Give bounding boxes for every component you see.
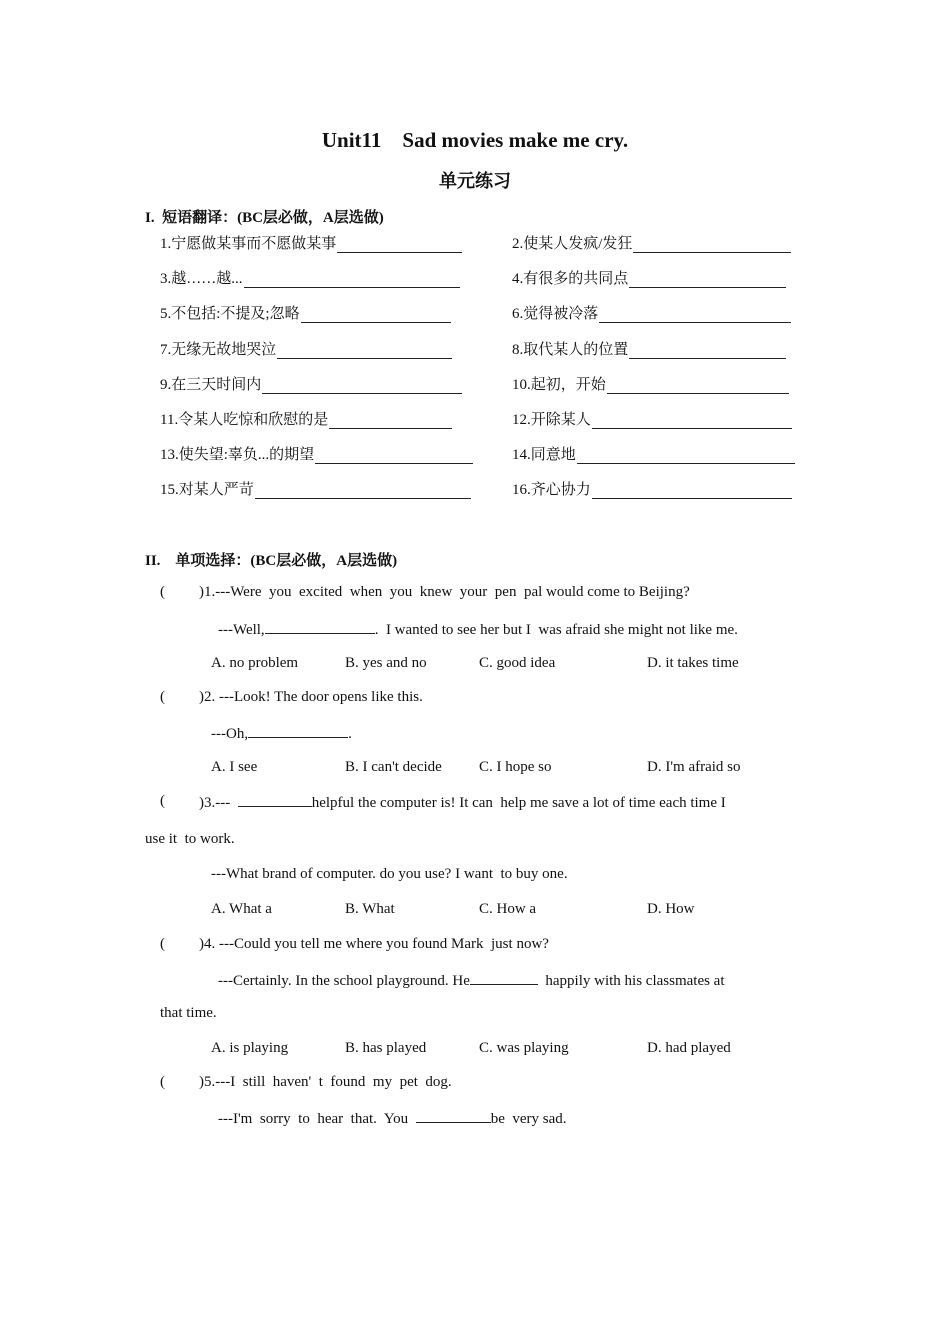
option-d: D. it takes time bbox=[647, 655, 739, 671]
question-5-text: )5.---I still haven' t found my pet dog. bbox=[199, 1074, 452, 1090]
phrase-text: 14.同意地 bbox=[512, 447, 576, 463]
phrase-text: 8.取代某人的位置 bbox=[512, 342, 629, 358]
phrase-text: 5.不包括:不提及;忽略 bbox=[160, 306, 300, 322]
question-text: )3.--- bbox=[199, 795, 238, 811]
question-3-text bbox=[199, 793, 726, 812]
phrase-text: 10.起初，开始 bbox=[512, 377, 606, 393]
option-c: C. good idea bbox=[479, 655, 556, 671]
option-b: B. I can't decide bbox=[345, 759, 442, 775]
phrase-text: 1.宁愿做某事而不愿做某事 bbox=[160, 236, 337, 252]
answer-paren: ( bbox=[160, 793, 165, 809]
phrase-text: 7.无缘无故地哭泣 bbox=[160, 342, 277, 358]
option-a: A. What a bbox=[211, 901, 272, 917]
phrase-item bbox=[512, 408, 792, 429]
answer-paren: ( bbox=[160, 584, 165, 600]
answer-line bbox=[607, 379, 789, 394]
option-a: A. I see bbox=[211, 759, 258, 775]
answer-paren: ( bbox=[160, 936, 165, 952]
question-3-response: ---What brand of computer. do you use? I want to buy one. bbox=[211, 866, 568, 882]
question-3-continuation: use it to work. bbox=[145, 831, 235, 847]
phrase-text: 15.对某人严苛 bbox=[160, 482, 254, 498]
phrase-item bbox=[512, 478, 792, 499]
answer-line bbox=[337, 238, 462, 253]
response-text: . I wanted to see her but I was afraid she might not like me. bbox=[374, 622, 738, 638]
option-d: D. How bbox=[647, 901, 695, 917]
answer-line bbox=[329, 414, 452, 429]
option-d: D. I'm afraid so bbox=[647, 759, 741, 775]
answer-line bbox=[262, 379, 462, 394]
answer-line bbox=[633, 238, 791, 253]
phrase-item bbox=[160, 373, 462, 394]
question-5-response bbox=[218, 1109, 567, 1128]
question-1-response bbox=[218, 620, 738, 639]
answer-line bbox=[277, 344, 452, 359]
option-b: B. yes and no bbox=[345, 655, 427, 671]
response-text: . bbox=[348, 726, 352, 742]
question-text: helpful the computer is! It can help me save a lot of time each time I bbox=[311, 795, 726, 811]
phrase-item bbox=[512, 267, 786, 288]
answer-line bbox=[244, 273, 460, 288]
phrase-item bbox=[160, 338, 452, 359]
option-c: C. How a bbox=[479, 901, 537, 917]
response-text: ---I'm sorry to hear that. You bbox=[218, 1111, 416, 1127]
phrase-item bbox=[512, 338, 786, 359]
phrase-text: 2.使某人发疯/发狂 bbox=[512, 236, 633, 252]
question-2-response bbox=[211, 724, 352, 743]
fill-blank bbox=[238, 793, 312, 807]
phrase-item bbox=[160, 408, 452, 429]
answer-line bbox=[577, 449, 795, 464]
option-b: B. has played bbox=[345, 1040, 427, 1056]
phrase-item bbox=[160, 232, 462, 253]
phrase-item bbox=[160, 302, 451, 323]
phrase-text: 6.觉得被冷落 bbox=[512, 306, 599, 322]
response-text: ---Well, bbox=[218, 622, 265, 638]
question-4-continuation: that time. bbox=[160, 1005, 217, 1021]
answer-line bbox=[301, 308, 451, 323]
phrase-text: 11.令某人吃惊和欣慰的是 bbox=[160, 412, 329, 428]
phrase-item bbox=[160, 478, 471, 499]
response-text: ---Certainly. In the school playground. He bbox=[218, 973, 470, 989]
section-1-heading: I. 短语翻译：(BC层必做，A层选做) bbox=[145, 210, 384, 226]
phrase-text: 13.使失望:辜负...的期望 bbox=[160, 447, 315, 463]
phrase-text: 16.齐心协力 bbox=[512, 482, 591, 498]
phrase-text: 9.在三天时间内 bbox=[160, 377, 262, 393]
answer-line bbox=[629, 273, 786, 288]
option-a: A. is playing bbox=[211, 1040, 289, 1056]
question-4-text: )4. ---Could you tell me where you found Mark just now? bbox=[199, 936, 549, 952]
phrase-item bbox=[512, 302, 791, 323]
fill-blank bbox=[416, 1109, 491, 1123]
option-c: C. was playing bbox=[479, 1040, 569, 1056]
answer-paren: ( bbox=[160, 689, 165, 705]
option-b: B. What bbox=[345, 901, 395, 917]
question-4-response bbox=[218, 971, 725, 990]
phrase-item bbox=[512, 232, 791, 253]
phrase-item bbox=[160, 443, 473, 464]
phrase-item bbox=[512, 443, 795, 464]
phrase-item bbox=[512, 373, 789, 394]
page-title: Unit11 Sad movies make me cry. bbox=[321, 128, 629, 152]
option-d: D. had played bbox=[647, 1040, 731, 1056]
answer-line bbox=[592, 484, 792, 499]
phrase-text: 3.越……越... bbox=[160, 271, 243, 287]
phrase-text: 12.开除某人 bbox=[512, 412, 591, 428]
response-text: be very sad. bbox=[490, 1111, 567, 1127]
page-subtitle: 单元练习 bbox=[439, 171, 511, 191]
phrase-item bbox=[160, 267, 460, 288]
answer-line bbox=[629, 344, 786, 359]
answer-paren: ( bbox=[160, 1074, 165, 1090]
fill-blank bbox=[265, 620, 375, 634]
fill-blank bbox=[470, 971, 538, 985]
question-2-text: )2. ---Look! The door opens like this. bbox=[199, 689, 423, 705]
answer-line bbox=[315, 449, 473, 464]
answer-line bbox=[255, 484, 471, 499]
option-c: C. I hope so bbox=[479, 759, 552, 775]
question-1-text: )1.---Were you excited when you knew your pen pal would come to Beijing? bbox=[199, 584, 690, 600]
response-text: happily with his classmates at bbox=[537, 973, 725, 989]
option-a: A. no problem bbox=[211, 655, 299, 671]
section-2-heading: II. 单项选择：(BC层必做，A层选做) bbox=[145, 553, 398, 569]
fill-blank bbox=[248, 724, 348, 738]
phrase-text: 4.有很多的共同点 bbox=[512, 271, 629, 287]
response-text: ---Oh, bbox=[211, 726, 249, 742]
answer-line bbox=[599, 308, 791, 323]
answer-line bbox=[592, 414, 792, 429]
